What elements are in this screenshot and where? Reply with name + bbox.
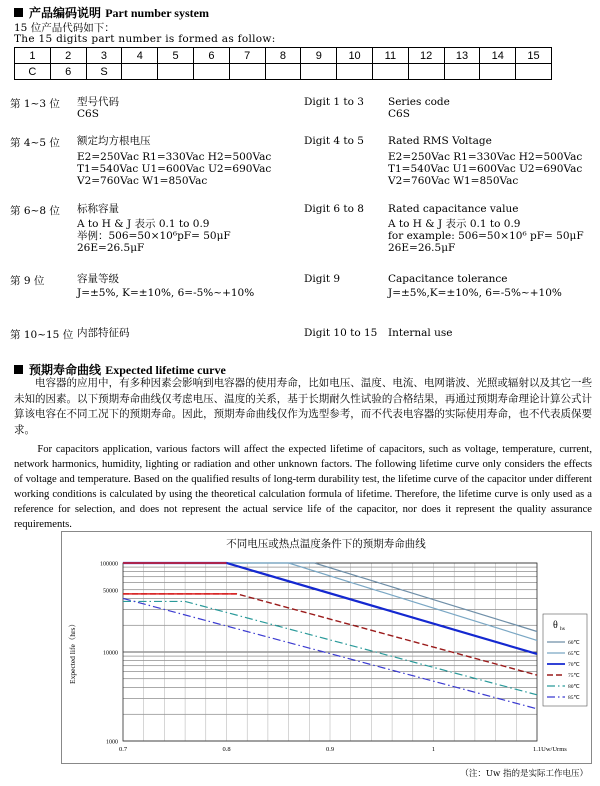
digit-cell: 7: [229, 48, 265, 64]
desc-line: A to H & J 表示 0.1 to 0.9: [388, 218, 521, 230]
legend-entry: 85℃: [568, 695, 580, 701]
title-cn: 预期寿命曲线: [29, 363, 102, 377]
digit-cell: 8: [265, 48, 301, 64]
value-cell: C: [15, 64, 51, 80]
digit-value-row: [15, 64, 552, 80]
digit-cell: 11: [372, 48, 408, 64]
row-desc-cn: [77, 203, 231, 254]
title-en: Part number system: [105, 6, 209, 20]
digit-cell: 5: [158, 48, 194, 64]
legend-title-sub: hs: [560, 626, 565, 632]
legend-entry: 75℃: [568, 673, 580, 679]
desc-line: 举例：506=50×10⁶pF= 50μF: [77, 230, 231, 242]
row-pos-cn: 第 9 位: [10, 275, 45, 287]
digit-cell: 15: [516, 48, 552, 64]
legend-entry: 60℃: [568, 640, 580, 646]
desc-line: T1=540Vac U1=600Vac U2=690Vac: [388, 163, 583, 175]
x-tick-label: 0.9: [325, 746, 335, 753]
desc-line: for example: 506=50×10⁶ pF= 50μF: [388, 230, 584, 242]
value-cell: 6: [50, 64, 86, 80]
digit-cell: 6: [193, 48, 229, 64]
row-pos-cn: 第 6~8 位: [10, 205, 60, 217]
value-cell: [265, 64, 301, 80]
legend-box: [543, 614, 587, 706]
desc-line: E2=250Vac R1=330Vac H2=500Vac: [388, 151, 583, 163]
intro-cn: 15 位产品代码如下：: [14, 22, 115, 34]
title-cn: 产品编码说明: [29, 6, 102, 20]
value-cell: [444, 64, 480, 80]
y-tick-label: 100000: [100, 561, 118, 568]
row-desc-en: [388, 96, 450, 120]
value-cell: [516, 64, 552, 80]
x-tick-label: 0.7: [118, 746, 128, 753]
value-cell: [301, 64, 337, 80]
row-desc-en: [388, 273, 562, 299]
value-cell: [408, 64, 444, 80]
row-pos-en: Digit 9: [304, 273, 341, 285]
x-axis-label: Uw/Urms: [541, 746, 567, 753]
desc-line: 内部特征码: [77, 327, 130, 339]
legend-entry: 80℃: [568, 684, 580, 690]
row-desc-cn: [77, 96, 119, 120]
desc-line: 26E=26.5μF: [77, 242, 145, 254]
digit-cell: 1: [15, 48, 51, 64]
desc-line: 26E=26.5μF: [388, 242, 456, 254]
part-number-section-title: [14, 4, 209, 21]
legend-entry: 70℃: [568, 662, 580, 668]
row-pos-cn: 第 10~15 位: [10, 329, 74, 341]
lifetime-paragraph-en: For capacitors application, various factors will affect the expected lifetime of capacitors, such as voltage, temperature, current, network harmonics, humidity, lighting or radiation and other unknown factors. The following lifetime curve only considers the effects of voltage and temperature. Based on the qualified results of long-term durability test, the lifetime curve of the capacitor under different working conditions is calculated by using the theoretical calculation formula of lifetime. Therefore, the lifetime curve is only used as a reference for selection, and does not represent the actual service life of the capacitor, nor does it represent the quality assurance requirements.: [14, 444, 592, 530]
y-tick-label: 10000: [103, 650, 118, 657]
row-pos-en: Digit 4 to 5: [304, 135, 364, 147]
desc-line: E2=250Vac R1=330Vac H2=500Vac: [77, 151, 272, 163]
footnote: （注：Uw 指的是实际工作电压）: [460, 769, 588, 779]
row-desc-en: [388, 327, 452, 339]
value-cell: [337, 64, 373, 80]
digit-cell: 13: [444, 48, 480, 64]
digit-index-row: [15, 48, 552, 64]
desc-line: V2=760Vac W1=850Vac: [388, 175, 519, 187]
row-desc-cn: [77, 327, 130, 339]
desc-line: 容量等级: [77, 273, 119, 285]
digit-cell: 2: [50, 48, 86, 64]
y-axis-label: Expected life（hrs）: [68, 620, 77, 684]
black-square-icon: [14, 365, 23, 374]
x-tick-label: 0.8: [222, 746, 231, 753]
title-en: Expected lifetime curve: [105, 363, 226, 377]
desc-line: Internal use: [388, 327, 453, 339]
row-pos-en: Digit 10 to 15: [304, 327, 378, 339]
value-cell: S: [86, 64, 122, 80]
lifetime-chart: [61, 531, 592, 764]
row-pos-cn: 第 1~3 位: [10, 98, 60, 110]
digit-cell: 4: [122, 48, 158, 64]
value-cell: [372, 64, 408, 80]
row-desc-en: [388, 135, 582, 187]
desc-line: Capacitance tolerance: [388, 273, 508, 285]
desc-line: 标称容量: [77, 203, 119, 215]
row-desc-cn: [77, 273, 254, 299]
x-tick-label: 1: [431, 746, 436, 753]
value-cell: [480, 64, 516, 80]
desc-line: Rated capacitance value: [388, 203, 519, 215]
value-cell: [229, 64, 265, 80]
chart-title: 不同电压或热点温度条件下的预期寿命曲线: [226, 538, 426, 550]
row-pos-cn: 第 4~5 位: [10, 137, 60, 149]
x-tick-label: 1.1: [532, 746, 542, 753]
row-pos-en: Digit 6 to 8: [304, 203, 364, 215]
value-cell: [158, 64, 194, 80]
desc-line: Rated RMS Voltage: [388, 135, 492, 147]
legend-title: θ: [553, 620, 558, 631]
black-square-icon: [14, 8, 23, 17]
desc-line: Series code: [388, 96, 450, 108]
desc-line: A to H & J 表示 0.1 to 0.9: [77, 218, 210, 230]
desc-line: V2=760Vac W1=850Vac: [77, 175, 208, 187]
desc-line: C6S: [77, 108, 99, 120]
value-cell: [122, 64, 158, 80]
lifetime-paragraph-cn: 电容器的应用中，有多种因素会影响到电容器的使用寿命，比如电压、温度、电流、电网谐波、光照或辐射以及其它一些未知的因素。以下预期寿命曲线仅考虑电压、温度的关系，基于长期耐久性试验的合格结果，再通过预期寿命理论计算公式计算该电容在不同工况下的预期寿命。因此，预期寿命曲线仅作为选型参考，而不代表电容器的实际使用寿命，也不代表质保要求。: [14, 377, 592, 436]
desc-line: 型号代码: [77, 96, 119, 108]
desc-line: C6S: [388, 108, 410, 120]
digit-cell: 9: [301, 48, 337, 64]
digit-cell: 3: [86, 48, 122, 64]
y-tick-label: 1000: [106, 739, 118, 746]
row-desc-en: [388, 203, 584, 254]
desc-line: J=±5%, K=±10%, 6=-5%~+10%: [77, 287, 255, 299]
digit-cell: 10: [337, 48, 373, 64]
legend-entry: 65℃: [568, 651, 580, 657]
digit-cell: 14: [480, 48, 516, 64]
digit-cell: 12: [408, 48, 444, 64]
row-pos-en: Digit 1 to 3: [304, 96, 364, 108]
intro-en: The 15 digits part number is formed as follow:: [14, 33, 276, 45]
y-tick-label: 50000: [103, 588, 118, 595]
digits-table: [14, 47, 552, 80]
row-desc-cn: [77, 135, 271, 187]
desc-line: J=±5%,K=±10%, 6=-5%~+10%: [388, 287, 562, 299]
desc-line: 额定均方根电压: [77, 135, 151, 147]
desc-line: T1=540Vac U1=600Vac U2=690Vac: [77, 163, 272, 175]
value-cell: [193, 64, 229, 80]
